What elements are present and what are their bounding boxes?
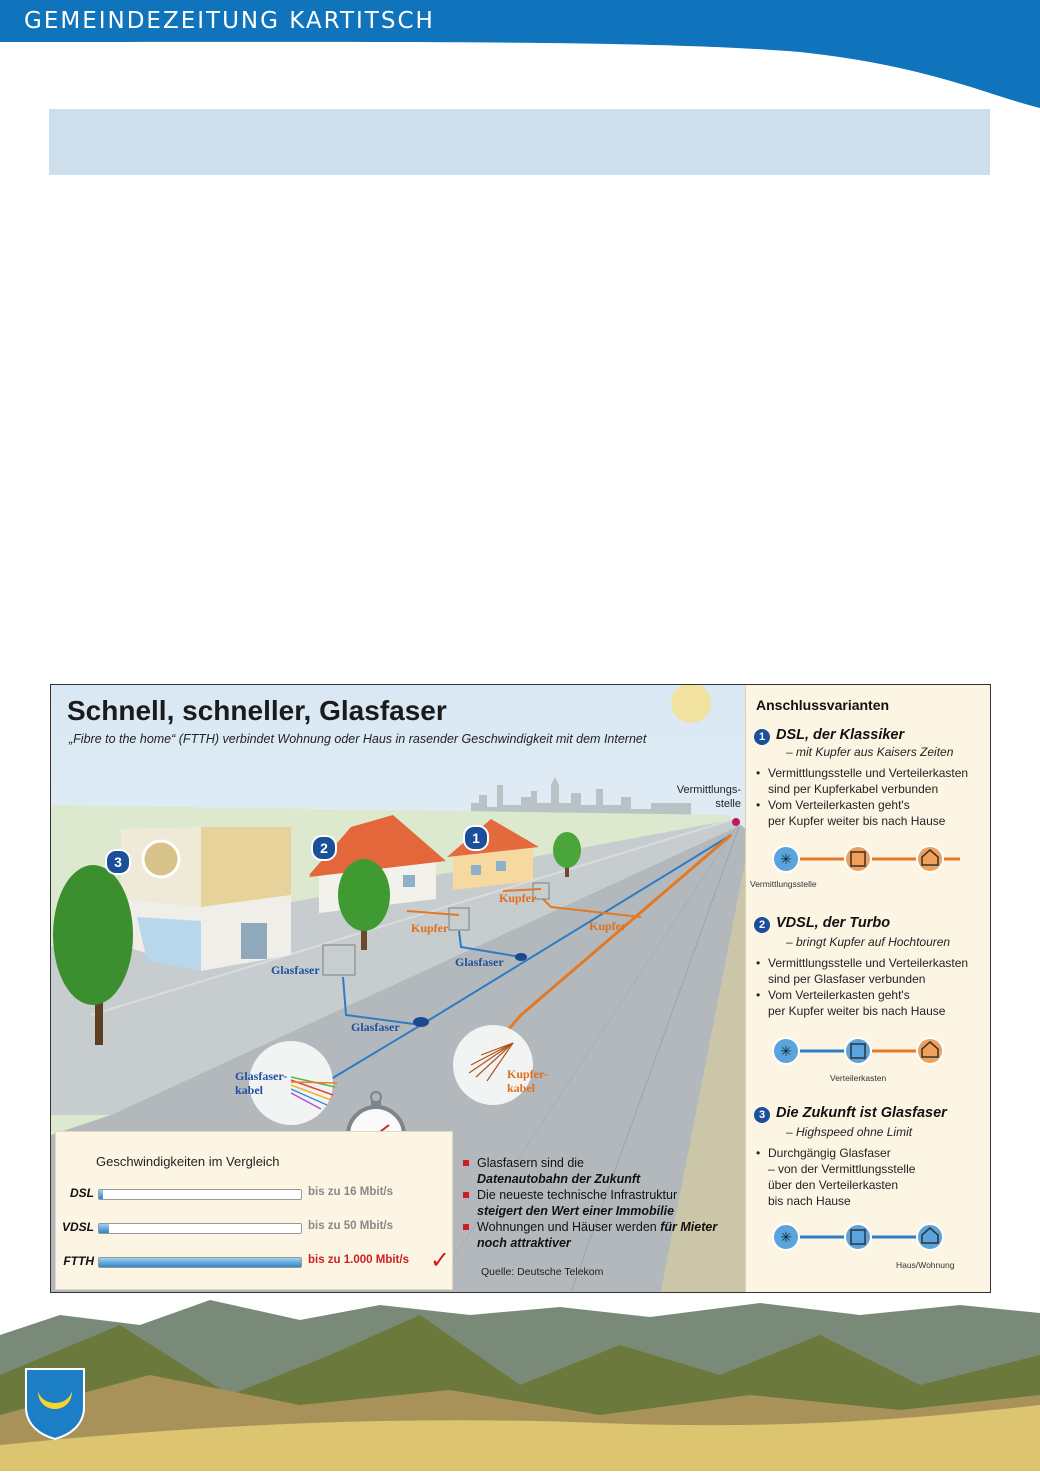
infographic-title: Schnell, schneller, Glasfaser [67,695,447,726]
kupfer-label-1: Kupfer [499,891,537,905]
verteilerkasten-3 [323,945,355,975]
speed-heading: Geschwindigkeiten im Vergleich [96,1154,280,1169]
svg-text:✳: ✳ [780,851,792,867]
anschlussvarianten-panel [745,685,991,1292]
footer-landscape [0,1295,1040,1471]
vermittlungsstelle-marker [732,818,740,826]
variant-2-subtitle: – bringt Kupfer auf Hochtouren [786,935,951,949]
glasfaser-label-2: Glasfaser [455,955,504,969]
glasfaserkabel-label: Glasfaser- kabel [235,1069,288,1097]
panel-heading: Anschlussvarianten [756,697,890,713]
variant-1-title: DSL, der Klassiker [776,727,905,743]
variant-1-number: 1 [754,729,770,745]
checkmark-icon: ✓ [430,1247,451,1274]
point-1: Glasfasern sind die Datenautobahn der Zukunft [461,1155,746,1187]
speed-row-dsl: DSL bis zu 16 Mbit/s [70,1186,393,1200]
infographic [50,684,991,1293]
speed-bar-fill [99,1258,301,1267]
variant-3-diagram [770,1221,980,1257]
variant-2-bullets: • Vermittlungsstelle und Verteilerkasten sind per Glasfaser verbunden • Vom Verteilerkasten geht's per Kupfer weiter bis nach Hause [756,955,968,1019]
glasfaser-label-3: Glasfaser [351,1020,400,1034]
vermittlungsstelle-label: Vermittlungs- stelle [676,784,741,810]
variant-1-caption: Vermittlungsstelle [750,879,817,889]
mountain-panorama [0,1295,1040,1471]
house-3 [121,827,291,971]
speed-row-ftth: FTTH bis zu 1.000 Mbit/s ✓ [63,1247,451,1274]
variant-3-bullets: • Durchgängig Glasfaser – von der Vermittlungsstelle über den Verteilerkasten bis nach Hause [756,1145,915,1209]
variant-1-bullets: • Vermittlungsstelle und Verteilerkasten sind per Kupferkabel verbunden • Vom Verteilerkasten geht's per Kupfer weiter bis nach Hause [756,765,968,829]
speed-comparison [55,1131,453,1290]
kupferkabel-label: Kupfer- kabel [507,1067,548,1095]
variant-3-number: 3 [754,1107,770,1123]
svg-text:✳: ✳ [780,1229,792,1245]
variant-1-diagram [770,843,980,879]
point-2: Die neueste technische Infrastruktur steigert den Wert einer Immobilie [461,1187,746,1219]
variant-2-caption: Verteilerkasten [830,1073,887,1083]
speed-row-vdsl: VDSL bis zu 50 Mbit/s [61,1220,393,1234]
verteilerkasten-2 [449,908,469,930]
variant-2-diagram [770,1035,980,1071]
section-title-box [49,109,990,175]
infographic-subtitle: „Fibre to the home“ (FTTH) verbindet Wohnung oder Haus in rasender Geschwindigkeit mit dem Internet [69,732,647,746]
glasfaser-label-1: Glasfaser [271,963,320,977]
key-points [461,1155,746,1251]
source-note: Quelle: Deutsche Telekom [481,1266,604,1278]
house-2-number: 2 [311,835,337,861]
variant-3-subtitle: – Highspeed ohne Limit [786,1125,913,1139]
variant-1-subtitle: – mit Kupfer aus Kaisers Zeiten [786,745,954,759]
coat-of-arms-icon [24,1367,86,1441]
house-1-number: 1 [463,825,489,851]
variant-2-number: 2 [754,917,770,933]
speed-bar-fill [99,1224,109,1233]
svg-text:✳: ✳ [780,1043,792,1059]
publication-title: GEMEINDEZEITUNG KARTITSCH [24,8,435,34]
house-3-number: 3 [105,849,131,875]
kupfer-label-3: Kupfer [589,919,627,933]
point-3: Wohnungen und Häuser werden für Mieter noch attraktiver [461,1219,746,1251]
variant-3-caption: Haus/Wohnung [896,1260,955,1270]
kupfer-label-2: Kupfer [411,921,449,935]
speed-bar-fill [99,1190,103,1199]
variant-3-title: Die Zukunft ist Glasfaser [776,1105,947,1121]
variant-2-title: VDSL, der Turbo [776,915,891,931]
